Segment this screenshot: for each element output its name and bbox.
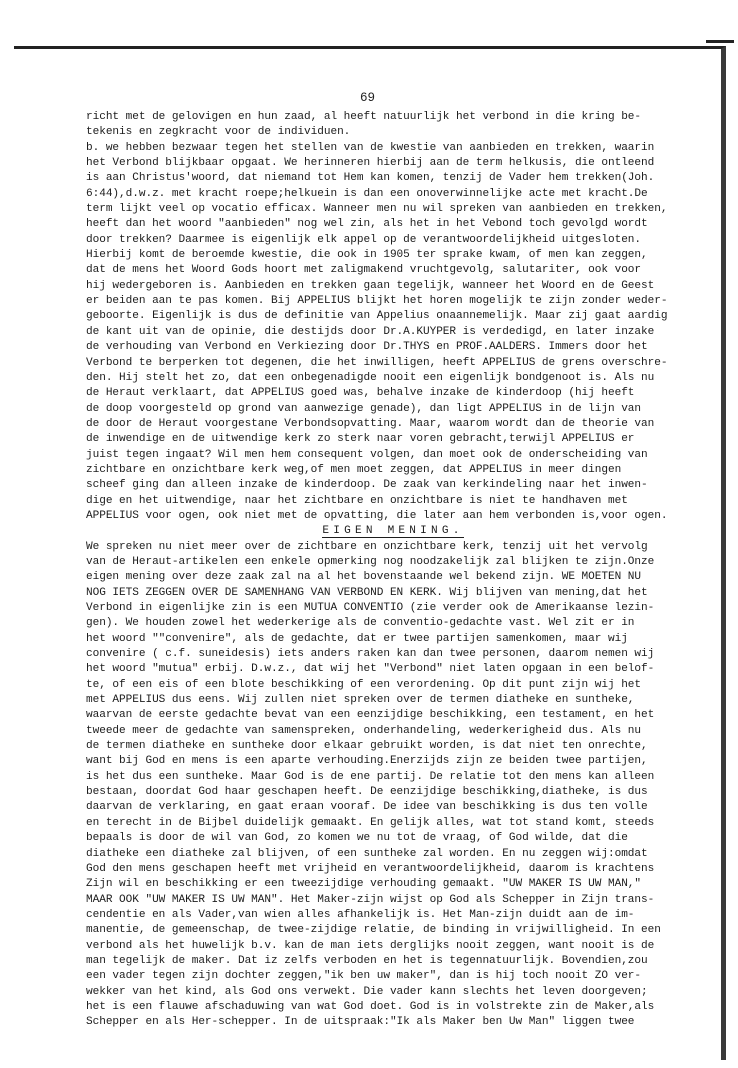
text-line: geboorte. Eigenlijk is dus de definitie van Appelius onaannemelijk. Maar zij gaat aardig [86, 310, 668, 323]
text-line: is het dus een suntheke. Maar God is de ene partij. De relatie tot den mens kan alleen [86, 770, 655, 783]
text-line: We spreken nu niet meer over de zichtbare en onzichtbare kerk, tenzij uit het vervolg [86, 540, 648, 553]
text-line: verbond als het huwelijk b.v. kan de man iets derglijks nooit zeggen, want nooit is de [86, 939, 655, 952]
text-line: manentie, de gemeenschap, de twee-zijdige relatie, de binding in vrijwilligheid. In een [86, 924, 661, 937]
text-line: te, of een eis of een blote beschikking of een verordening. Op dit punt zijn wij het [86, 678, 642, 691]
text-line: de inwendige en de uitwendige kerk zo sterk naar voren gebracht,terwijl APPELIUS er [86, 433, 635, 446]
text-line: man tegelijk de maker. Dat iz zelfs verboden en het is tegennatuurlijk. Bovendien,zou [86, 954, 648, 967]
text-line: gen). We houden zowel het wederkerige als de conventio-gedachte vast. Wel zit er in [86, 617, 635, 630]
text-line: Verbond in eigenlijke zin is een MUTUA CONVENTIO (zie verder ook de Amerikaanse lezin- [86, 602, 655, 614]
text-line: dige en het uitwendige, naar het zichtbare en onzichtbare is niet te handhaven met [86, 494, 628, 507]
text-line: wekker van het kind, als God ons verwekt. Die vader kann slechts het leven doorgeven; [86, 985, 648, 998]
text-line: 6:44),d.w.z. met kracht roepe;helkuein is dan een onoverwinnelijke acte met kracht.De [86, 187, 648, 200]
section-heading-text: EIGEN MENING. [322, 525, 464, 538]
text-line: scheef ging dan alleen inzake de kinderdoop. De zaak van kerkindeling naar het inwen- [86, 479, 648, 492]
page-body [86, 110, 700, 1031]
section-heading [86, 524, 700, 539]
text-line: het is een flauwe afschaduwing van wat God doet. God is in volstrekte zin de Maker,als [86, 1000, 655, 1013]
text-line: Verbond te berperken tot degenen, die het inwilligen, heeft APPELIUS de grens overschre- [86, 356, 668, 369]
text-line: den. Hij stelt het zo, dat een onbegenadigde nooit een eigenlijk bondgenoot is. Als nu [86, 371, 655, 384]
page-edge-mark [706, 40, 734, 43]
text-line: God den mens geschapen heeft met vrijheid en verantwoordelijkheid, daarom is krachtens [86, 862, 655, 875]
text-line: dat de mens het Woord Gods hoort met zaligmakend vruchtgevolg, salutariter, ook voor [86, 264, 642, 277]
text-line: de doop voorgesteld op grond van aanwezige genade), dan ligt APPELIUS in de lijn van [86, 402, 642, 415]
text-line: tweede meer de gedachte van samenspreken, onderhandeling, wederkerigheid dus. Als nu [86, 724, 642, 737]
text-line: term lijkt veel op vocatio efficax. Wanneer men nu wil spreken van aanbieden en trekken, [86, 203, 668, 216]
text-line: b. we hebben bezwaar tegen het stellen van de kwestie van aanbieden en trekken, waarin [86, 141, 655, 154]
text-line: en terecht in de Bijbel duidelijk gemaakt. En gelijk alles, wat tot stand komt, steeds [86, 816, 655, 829]
paragraph-1 [86, 110, 700, 524]
text-line: door trekken? Daarmee is eigenlijk elk appel op de verantwoordelijkheid uitgesloten. [86, 233, 642, 246]
text-line: de Heraut verklaart, dat APPELIUS goed was, behalve inzake de kinderdoop (hij heeft [86, 387, 635, 400]
text-line: er beiden aan te pas komen. Bij APPELIUS blijkt het horen mogelijk te zijn zonder weder- [86, 295, 668, 308]
text-line: bepaals is door de wil van God, zo komen we nu tot de vraag, of God wilde, dat die [86, 832, 628, 845]
text-line: de kant uit van de opinie, die destijds door Dr.A.KUYPER is verdedigd, en later inzake [86, 325, 655, 338]
text-line: zichtbare en onzichtbare kerk weg,of men moet zeggen, dat APPELIUS in meer dingen [86, 463, 622, 476]
text-line: richt met de gelovigen en hun zaad, al heeft natuurlijk het verbond in die kring be- [86, 111, 642, 123]
paragraph-2 [86, 540, 700, 1031]
text-line: Zijn wil en beschikking er een tweezijdige verhouding gemaakt. "UW MAKER IS UW MAN," [86, 878, 642, 891]
page-number: 69 [359, 91, 375, 105]
text-line: waarvan de eerste gedachte bevat van een eenzijdige beschikking, een testament, en het [86, 709, 655, 722]
text-line: heeft dan het woord "aanbieden" nog wel zin, als het in het Vebond toch gevolgd wordt [86, 218, 648, 231]
text-line: eigen mening over deze zaak zal na al het bovenstaande wel bekend zijn. WE MOETEN NU [86, 571, 642, 584]
text-line: van de Heraut-artikelen een enkele opmerking nog noodzakelijk zal blijken te zijn.Onze [86, 555, 655, 568]
text-line: het Verbond blijkbaar opgaat. We herinneren hierbij aan de term helkusis, die ontleend [86, 157, 655, 170]
text-line: het woord "mutua" erbij. D.w.z., dat wij het "Verbond" niet laten opgaan in een belof- [86, 663, 655, 676]
text-line: juist tegen ingaat? Wil men hem consequent volgen, dan moet ook de onderscheiding van [86, 448, 648, 461]
text-line: de verhouding van Verbond en Verkiezing door Dr.THYS en PROF.AALDERS. Immers door het [86, 341, 648, 354]
text-line: de termen diatheke en suntheke door elkaar gebruikt worden, is dat niet ten onrechte, [86, 740, 648, 753]
text-line: diatheke een diatheke zal blijven, of een suntheke zal worden. En nu zeggen wij:omdat [86, 847, 648, 860]
text-line: Schepper en als Her-schepper. In de uitspraak:"Ik als Maker ben Uw Man" liggen twee [86, 1016, 635, 1029]
text-line: NOG IETS ZEGGEN OVER DE SAMENHANG VAN VERBOND EN KERK. Wij blijven van mening,dat het [86, 586, 648, 599]
text-line: het woord ""convenire", als de gedachte, dat er twee partijen samenkomen, maar wij [86, 632, 628, 645]
text-line: APPELIUS voor ogen, ook niet met de opvatting, die later aan hem verbonden is,voor ogen. [86, 509, 668, 522]
text-line: Hierbij komt de beroemde kwestie, die ook in 1905 ter sprake kwam, of men kan zeggen, [86, 249, 648, 262]
text-line: met APPELIUS dus eens. Wij zullen niet spreken over de termen diatheke en suntheke, [86, 694, 635, 707]
text-line: een vader tegen zijn dochter zeggen,"ik ben uw maker", dan is hij toch nooit ZO ver- [86, 970, 642, 983]
text-line: hij wedergeboren is. Aanbieden en trekken gaan tegelijk, wanneer het Woord en de Geest [86, 279, 655, 292]
text-line: convenire ( c.f. suneidesis) iets anders raken kan dan twee personen, daarom nemen wij [86, 648, 655, 661]
text-line: MAAR OOK "UW MAKER IS UW MAN". Het Maker-zijn wijst op God als Schepper in Zijn trans- [86, 893, 655, 906]
text-line: tekenis en zegkracht voor de individuen. [86, 126, 351, 139]
text-line: de door de Heraut voorgestane Verbondsopvatting. Maar, waarom wordt dan de theorie van [86, 417, 655, 430]
text-line: cendentie en als Vader,van wien alles afhankelijk is. Het Man-zijn duidt aan de im- [86, 908, 635, 921]
text-line: is aan Christus'woord, dat niemand tot Hem kan komen, tenzij de Vader hem trekken(Joh. [86, 172, 655, 185]
text-line: want bij God en mens is een aparte verhouding.Enerzijds zijn ze beiden twee partijen, [86, 755, 648, 768]
text-line: daarvan de verklaring, en gaat eraan vooraf. De idee van beschikking is dus ten volle [86, 801, 648, 814]
text-line: bestaan, doordat God haar geschapen heeft. De eenzijdige beschikking,diatheke, is dus [86, 786, 648, 799]
